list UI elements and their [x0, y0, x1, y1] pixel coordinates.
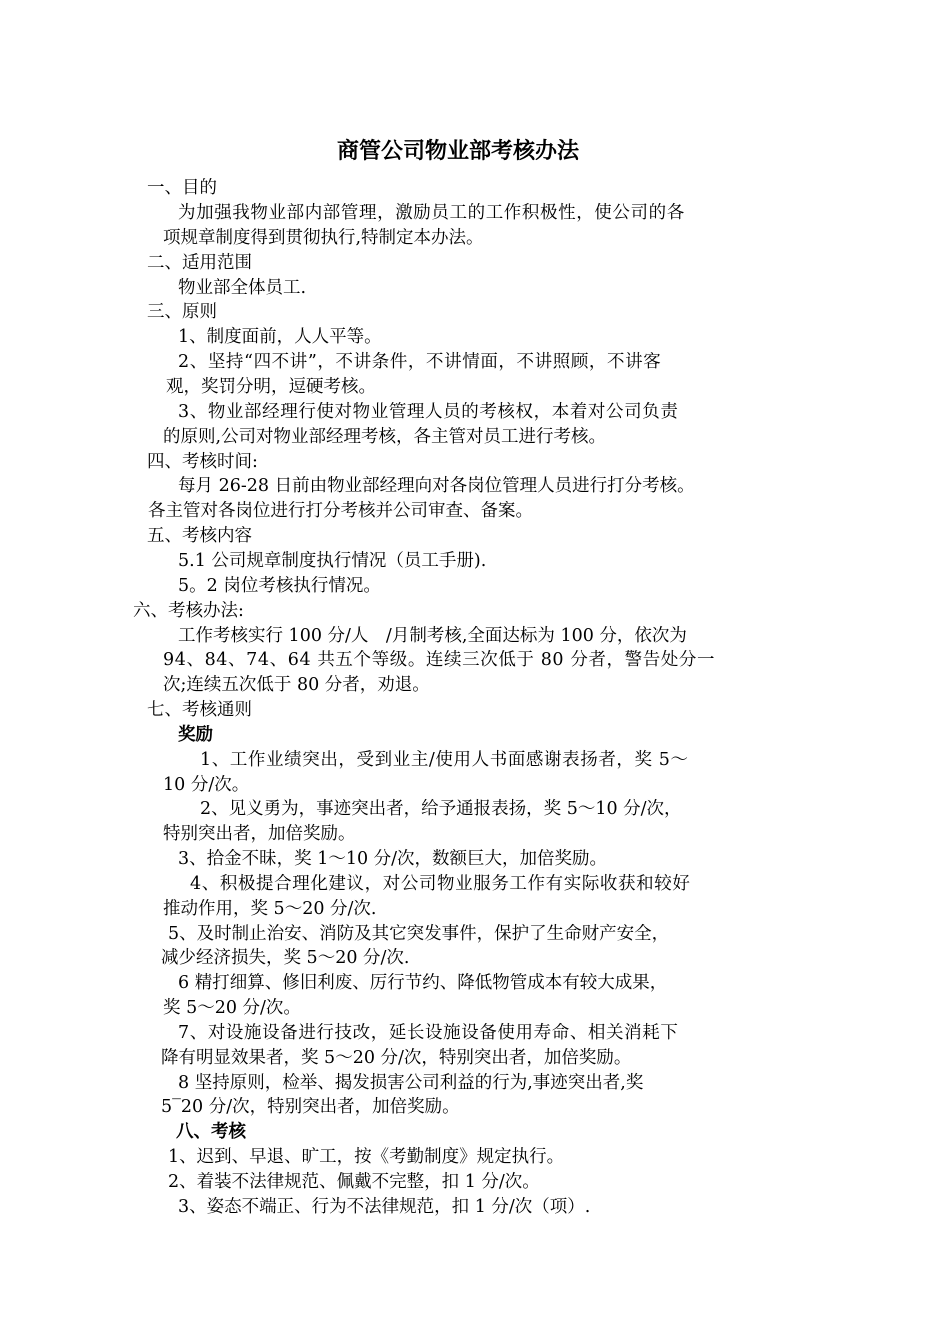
paragraph-line: 工作考核实行 100 分/人 /月制考核,全面达标为 100 分，依次为 [178, 626, 687, 646]
section-heading: 一、目的 [147, 178, 217, 198]
paragraph-line: 特别突出者，加倍奖励。 [163, 824, 356, 844]
paragraph-line: 5、及时制止治安、消防及其它突发事件，保护了生命财产安全， [168, 924, 670, 944]
paragraph-line: 每月 26-28 日前由物业部经理向对各岗位管理人员进行打分考核。 [178, 476, 695, 496]
subsection-heading: 奖励 [178, 725, 213, 745]
paragraph-line: 减少经济损失，奖 5～20 分/次. [161, 948, 410, 968]
section-heading: 三、原则 [147, 302, 217, 322]
paragraph-line: 10 分/次。 [163, 775, 250, 795]
paragraph-line: 推动作用，奖 5～20 分/次. [163, 899, 377, 919]
section-heading: 六、考核办法: [133, 601, 244, 621]
paragraph-line: 5.1 公司规章制度执行情况（员工手册). [178, 551, 487, 571]
section-heading: 七、考核通则 [147, 700, 252, 720]
paragraph-line: 1、制度面前，人人平等。 [178, 327, 382, 347]
paragraph-line: 的原则,公司对物业部经理考核，各主管对员工进行考核。 [163, 427, 607, 447]
paragraph-line: 3、拾金不昧，奖 1～10 分/次，数额巨大，加倍奖励。 [178, 849, 608, 869]
paragraph-line: 4、积极提合理化建议，对公司物业服务工作有实际收获和较好 [190, 874, 691, 894]
paragraph-line: 5‾20 分/次，特别突出者，加倍奖励。 [161, 1097, 460, 1117]
paragraph-line: 1、迟到、早退、旷工，按《考勤制度》规定执行。 [168, 1147, 565, 1167]
paragraph-line: 5。2 岗位考核执行情况。 [178, 576, 381, 596]
paragraph-line: 项规章制度得到贯彻执行,特制定本办法。 [163, 228, 484, 248]
paragraph-line: 为加强我物业部内部管理，激励员工的工作积极性，使公司的各 [178, 203, 685, 223]
paragraph-line: 1、工作业绩突出，受到业主/使用人书面感谢表扬者，奖 5～ [200, 750, 689, 770]
paragraph-line: 物业部全体员工. [178, 278, 307, 298]
paragraph-line: 2、着装不法律规范、佩戴不完整，扣 1 分/次。 [168, 1172, 540, 1192]
paragraph-line: 6 精打细算、修旧利废、厉行节约、降低物管成本有较大成果， [178, 973, 668, 993]
paragraph-line: 奖 5～20 分/次。 [163, 998, 301, 1018]
paragraph-line: 观，奖罚分明，逗硬考核。 [166, 377, 376, 397]
page-title: 商管公司物业部考核办法 [337, 139, 580, 164]
paragraph-line: 次;连续五次低于 80 分者，劝退。 [163, 675, 430, 695]
section-heading: 五、考核内容 [147, 526, 252, 546]
paragraph-line: 2、坚持“四不讲”，不讲条件，不讲情面，不讲照顾，不讲客 [178, 352, 662, 372]
paragraph-line: 各主管对各岗位进行打分考核并公司审查、备案。 [148, 501, 533, 521]
paragraph-line: 3、物业部经理行使对物业管理人员的考核权，本着对公司负责 [178, 402, 679, 422]
paragraph-line: 2、见义勇为，事迹突出者，给予通报表扬，奖 5～10 分/次， [200, 799, 682, 819]
paragraph-line: 94、84、74、64 共五个等级。连续三次低于 80 分者，警告处分一 [163, 650, 716, 670]
paragraph-line: 3、姿态不端正、行为不法律规范，扣 1 分/次（项）. [178, 1197, 591, 1217]
section-heading: 四、考核时间: [147, 452, 258, 472]
paragraph-line: 8 坚持原则，检举、揭发损害公司利益的行为,事迹突出者,奖 [178, 1073, 644, 1093]
paragraph-line: 7、对设施设备进行技改，延长设施设备使用寿命、相关消耗下 [178, 1023, 679, 1043]
paragraph-line: 降有明显效果者，奖 5～20 分/次，特别突出者，加倍奖励。 [161, 1048, 632, 1068]
section-heading: 八、考核 [176, 1122, 246, 1142]
section-heading: 二、适用范围 [147, 253, 252, 273]
